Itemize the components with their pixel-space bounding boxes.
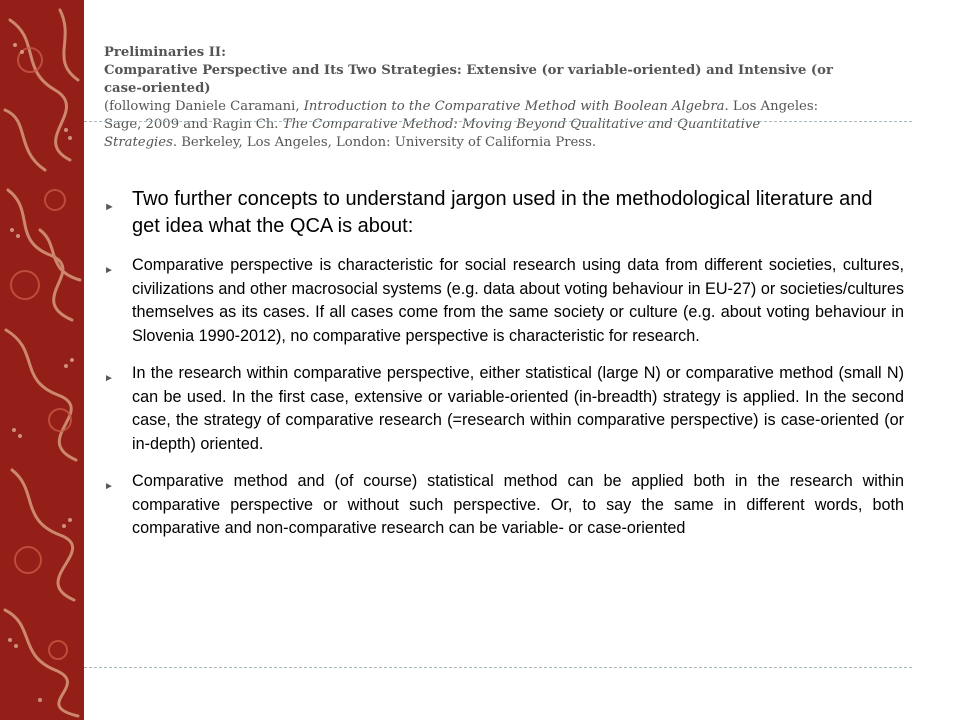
citation-middle: . Los Angeles: Sage, 2009 and Ragin Ch. — [104, 99, 819, 132]
triangle-bullet-icon: ► — [104, 373, 114, 384]
triangle-bullet-icon: ► — [104, 481, 114, 492]
bullet-text: Comparative perspective is characteristic for social research using data from different societies, cultures, civilizations and other macrosocial systems (e.g. data about voting behaviour in EU-27) or societies/cultures themselves as its cases. If all cases come from the same society or culture (e.g. about voting behaviour in Slovenia 1990-2012), no comparative perspective is characteristic for research. — [132, 256, 904, 345]
title-line-2: Comparative Perspective and Its Two Strategies: Extensive (or variable-oriented) and Intensive (or case-oriented) — [104, 63, 833, 96]
decorative-band — [0, 0, 84, 720]
bullet-text: Comparative method and (of course) statistical method can be applied both in the research within comparative perspective or without such perspective. Or, to say the same in different words, both comparative and non-comparative research can be variable- or case-oriented — [132, 472, 904, 537]
title-citation — [104, 98, 834, 152]
bottom-divider — [84, 667, 912, 668]
list-item — [104, 470, 904, 541]
citation-end: . Berkeley, Los Angeles, London: University of California Press. — [172, 135, 597, 150]
list-item — [104, 254, 904, 348]
citation-open: (following Daniele Caramani, — [104, 99, 304, 114]
citation-book-2: The Comparative Method: Moving Beyond Qualitative and Quantitative Strategies — [104, 117, 761, 150]
citation-book-1: Introduction to the Comparative Method with Boolean Algebra — [303, 99, 725, 114]
slide-title — [104, 44, 834, 152]
bullet-text: Two further concepts to understand jargon used in the methodological literature and get idea what the QCA is about: — [132, 188, 873, 237]
list-item — [104, 362, 904, 456]
triangle-bullet-icon: ► — [104, 201, 115, 213]
triangle-bullet-icon: ► — [104, 265, 114, 276]
list-item — [104, 186, 904, 240]
title-line-1: Preliminaries II: — [104, 45, 226, 60]
ornament-pattern-icon — [0, 0, 84, 720]
top-divider — [84, 121, 912, 122]
bullet-list — [104, 186, 904, 555]
bullet-text: In the research within comparative perspective, either statistical (large N) or comparative method (small N) can be used. In the first case, extensive or variable-oriented (in-breadth) strategy is applied. In the second case, the strategy of comparative research (=research within comparative perspective) is case-oriented (or in-depth) oriented. — [132, 364, 904, 453]
